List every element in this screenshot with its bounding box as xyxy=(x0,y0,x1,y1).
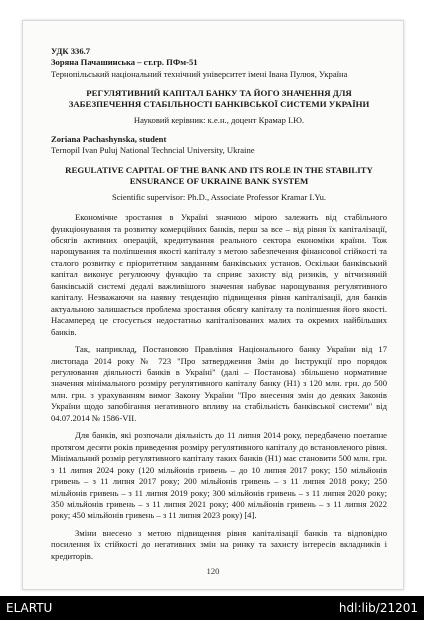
document-page xyxy=(22,20,404,590)
supervisor-en: Scientific supervisor: Ph.D., Associate Professor Kramar I.Yu. xyxy=(111,191,327,202)
body-paragraph: Економічне зростання в Україні значною мірою залежить від стабільного функціонування та розвитку комерційних банків, перш за все – від рівня їх капіталізації, обсягів активних операцій, кредитування реального сектора економіки країни. Тож нарощування та поліпшення якості капіталу з метою забезпечення фінансової стійкості та сталого розвитку є пріоритетним завданням банківських установ. Оскільки банківський капітал виконує регулюючу функцію та сприяє захисту від ризиків, у вітчизняній банківській системі дедалі важливішого значення набуває нарощування регулятивного капіталу. Незважаючи на наявну тенденцію підвищення рівня капіталізації, для банків актуальною залишається проблема зростання обсягу капіталу та поліпшення його якості. Насамперед це стосується недостатньо капіталізованих малих та окремих найбільших банків. xyxy=(51,212,387,337)
body-paragraph: Зміни внесено з метою підвищення рівня капіталізації банків та відповідно посилення їх стійкості до негативних змін на ринку та захисту інтересів вкладників і кредиторів. xyxy=(51,527,387,561)
body-paragraph: Так, наприклад, Постановою Правління Національного банку України від 17 листопада 2014 року № 723 "Про затвердження Змін до Інструкції про порядок регулювання діяльності банків в Україні" (далі – Постанова) збільшено нормативне значення мінімального розміру регулятивного капіталу банку (Н1) з 120 млн. грн. до 500 млн. грн. з урахуванням вимог Закону України "Про внесення змін до деяких Законів України щодо запобігання негативного впливу на стабільність банківської системи" від 04.07.2014 № 1586-VII. xyxy=(51,344,387,423)
repository-name: ELARTU xyxy=(6,601,53,615)
author-en: Zoriana Pachashynska, student xyxy=(51,134,167,145)
title-ua-line-1: РЕГУЛЯТИВНИЙ КАПІТАЛ БАНКУ ТА ЙОГО ЗНАЧЕННЯ ДЛЯ xyxy=(86,87,352,98)
supervisor-ua: Науковий керівник: к.е.н., доцент Крамар І.Ю. xyxy=(133,114,305,125)
title-en-line-1: REGULATIVE CAPITAL OF THE BANK AND ITS ROLE IN THE STABILITY xyxy=(65,164,373,175)
title-ua xyxy=(51,88,387,111)
author-ua: Зоряна Пачашинська – ст.гр. ПФм-51 xyxy=(51,57,198,68)
title-en-line-2: ENSURANCE OF UKRAINE BANK SYSTEM xyxy=(129,176,309,187)
handle-id: hdl:lib/21201 xyxy=(338,601,418,615)
page-content xyxy=(51,46,387,562)
title-ua-line-2: ЗАБЕЗПЕЧЕННЯ СТАБІЛЬНОСТІ БАНКІВСЬКОЇ СИСТЕМИ УКРАЇНИ xyxy=(68,99,370,110)
repository-footer-bar xyxy=(0,596,424,620)
affiliation-ua: Тернопільський національний технічний університет імені Івана Пулюя, Україна xyxy=(51,68,348,79)
body-paragraph: Для банків, які розпочали діяльність до 11 липня 2014 року, передбачено поетапне протягом десяти років приведення розміру регулятивного капіталу до встановленого рівня. Мінімальний розмір регулятивного капіталу таких банків (Н1) має становити 500 млн. грн. з 11 липня 2024 року (120 мільйонів гривень – до 10 липня 2017 року; 150 мільйонів гривень – з 11 липня 2017 року; 200 мільйонів гривень – з 11 липня 2018 року; 250 мільйонів гривень – з 11 липня 2019 року; 300 мільйонів гривень – з 11 липня 2020 року; 350 мільйонів гривень – з 11 липня 2021 року; 400 мільйонів гривень – з 11 липня 2022 року; 450 мільйонів гривень – з 11 липня 2023 року) [4]. xyxy=(51,430,387,521)
page-number: 120 xyxy=(206,566,220,576)
udk-code: УДК 336.7 xyxy=(51,46,91,56)
title-en xyxy=(51,165,387,188)
affiliation-en: Ternopil Ivan Puluj National Techncial University, Ukraine xyxy=(51,145,255,156)
